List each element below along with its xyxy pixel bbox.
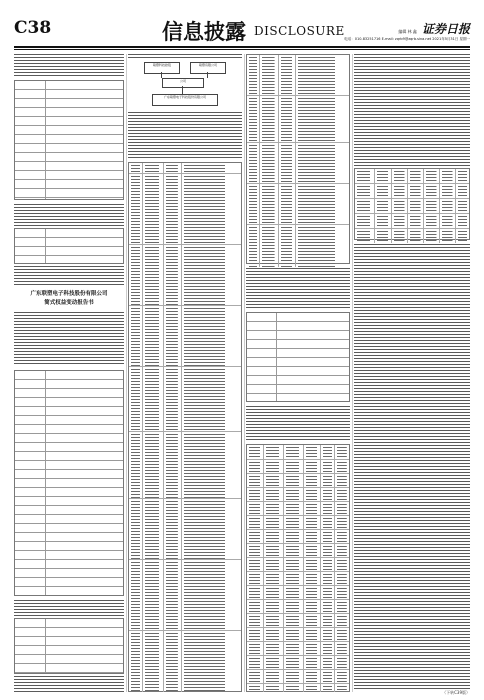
document-title [14, 290, 124, 308]
chart-edge [182, 86, 183, 94]
text-block [128, 112, 242, 160]
transaction-table [128, 162, 242, 692]
text-block [14, 600, 124, 616]
section-title: 信息披露 [162, 19, 246, 44]
masthead-right [398, 18, 470, 37]
column-3 [246, 54, 350, 692]
column-1 [14, 54, 124, 692]
text-block [128, 54, 242, 60]
document-title-line1: 广东联塑电子科技股份有限公司 [30, 291, 108, 297]
text-block [246, 268, 350, 310]
document-title-line2: 简式权益变动报告书 [44, 300, 94, 306]
ownership-chart [134, 62, 236, 108]
definition-table [14, 370, 124, 596]
text-block [246, 406, 350, 440]
summary-table [354, 168, 470, 240]
page-code: C38 [14, 18, 52, 38]
chart-edge [207, 72, 208, 78]
chart-node: 公司 [162, 78, 204, 88]
info-table [14, 618, 124, 674]
text-block [354, 54, 470, 166]
masthead-rule [14, 46, 470, 48]
section-subtitle: DISCLOSURE [254, 24, 345, 38]
holdings-table [246, 444, 350, 692]
masthead-rule-thin [14, 49, 470, 50]
column-4 [354, 54, 470, 692]
text-block [14, 266, 124, 286]
text-block [14, 204, 124, 226]
column-divider [126, 54, 127, 692]
meta-line: 电话：010-83251716 E-mail: zqrb9@zqrb.sina.net 2021年5月31日 星期一 [344, 37, 470, 41]
masthead [14, 16, 470, 46]
editor-line: 编辑 林 鑫 [398, 29, 417, 34]
column-2 [128, 54, 242, 692]
text-block [14, 676, 124, 692]
info-table [14, 80, 124, 200]
text-block [14, 54, 124, 78]
column-divider [244, 54, 245, 692]
paper-logo: 证券日报 [421, 22, 470, 36]
chart-node: 联塑有限公司 [190, 62, 226, 74]
chart-node: 联塑科技控股 [144, 62, 180, 74]
chart-node: 广东联塑电子科技股份有限公司 [152, 94, 218, 106]
column-divider [352, 54, 353, 692]
transaction-table-continued [246, 54, 350, 264]
continued-note: （下转C39版） [442, 690, 470, 695]
text-block [14, 312, 124, 366]
info-table [246, 312, 350, 402]
text-block [354, 244, 470, 690]
info-table [14, 228, 124, 264]
